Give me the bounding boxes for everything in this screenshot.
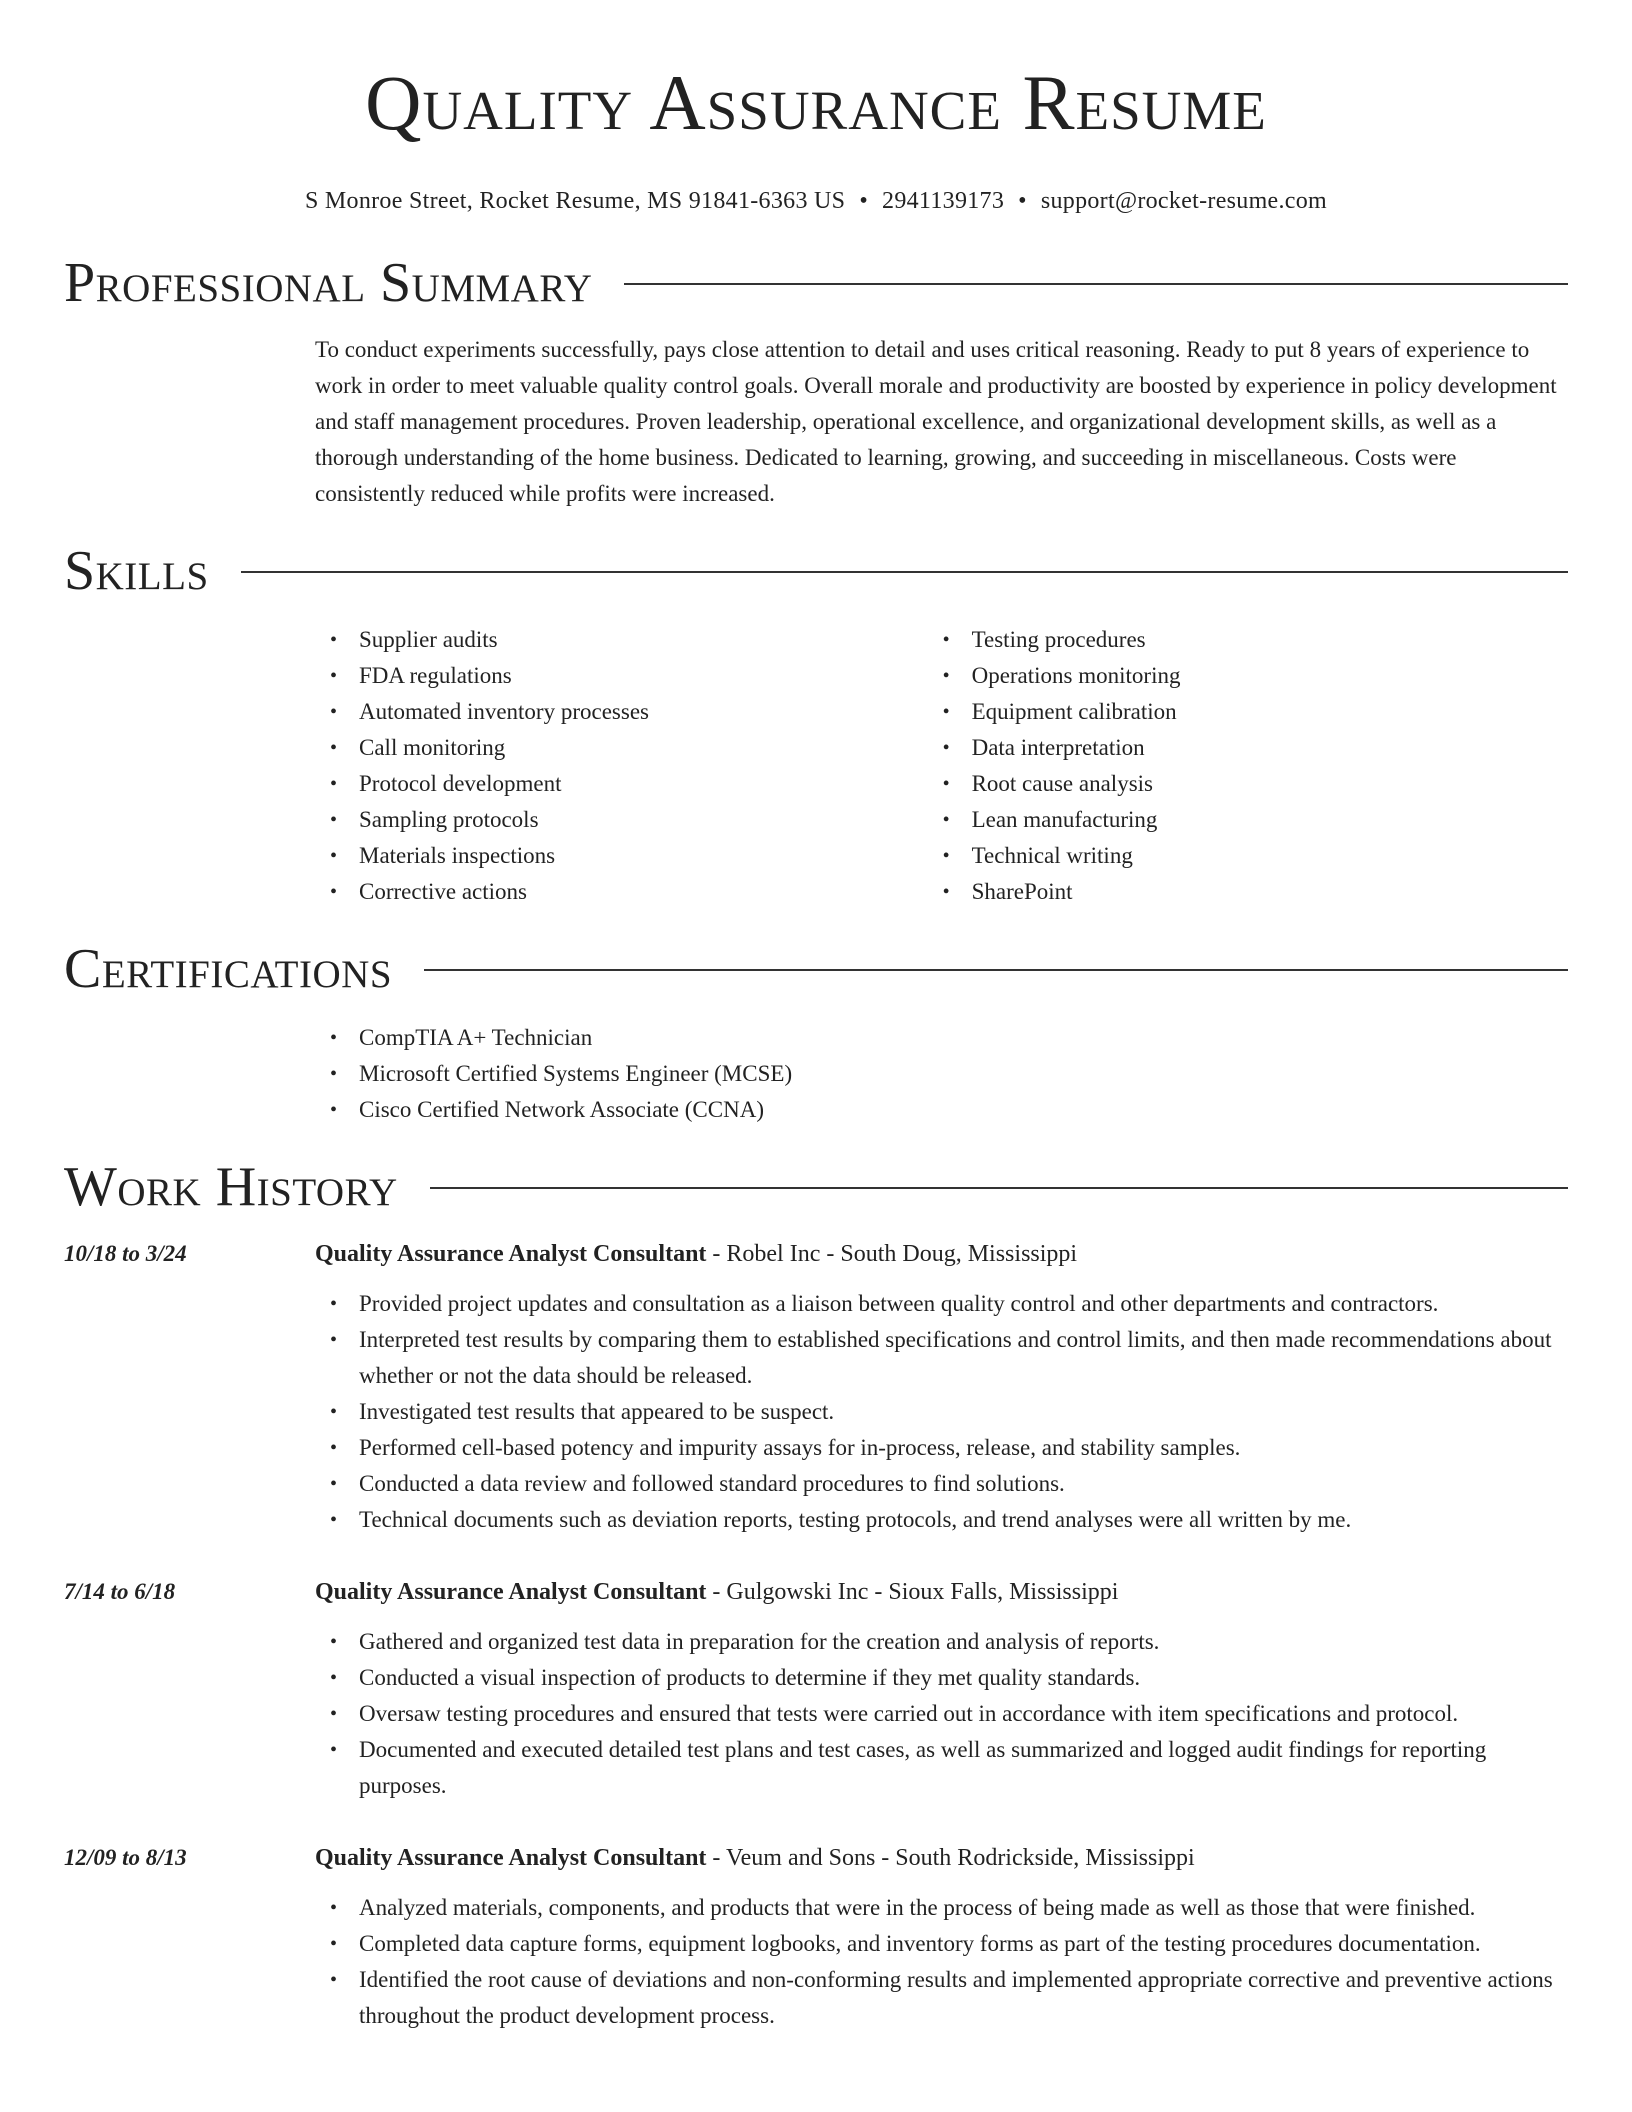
- contact-address: S Monroe Street, Rocket Resume, MS 91841-6363 US: [304, 188, 846, 214]
- job-header: [315, 1236, 1568, 1272]
- summary-heading: Professional Summary: [64, 252, 593, 314]
- contact-phone: 2941139173: [882, 188, 1005, 214]
- certification-item: • Cisco Certified Network Associate (CCNA): [359, 1092, 1568, 1128]
- job-bullet: • Technical documents such as deviation reports, testing protocols, and trend analyses were all written by me.: [359, 1502, 1568, 1538]
- job-content: [315, 1574, 1568, 1804]
- certifications-heading: Certifications: [64, 938, 393, 1000]
- section-divider: [424, 969, 1568, 971]
- work-section-header: [64, 1156, 1568, 1218]
- job-role: Quality Assurance Analyst Consultant: [315, 1845, 707, 1871]
- job-dates: 12/09 to 8/13: [64, 1845, 187, 1870]
- skill-item: • Root cause analysis: [972, 766, 1568, 802]
- job-bullet: • Conducted a data review and followed standard procedures to find solutions.: [359, 1466, 1568, 1502]
- job-entry: [64, 1236, 1568, 1538]
- summary-section-header: [64, 252, 1568, 314]
- skill-item: • Protocol development: [359, 766, 928, 802]
- work-heading: Work History: [64, 1156, 398, 1218]
- skills-column-right: [928, 622, 1568, 910]
- skill-item: • Corrective actions: [359, 874, 928, 910]
- job-bullet: • Provided project updates and consultation as a liaison between quality control and other departments and contractors.: [359, 1286, 1568, 1322]
- certifications-body: [315, 1020, 1568, 1128]
- skill-item: • Materials inspections: [359, 838, 928, 874]
- job-bullets: [315, 1624, 1568, 1804]
- job-bullet: • Oversaw testing procedures and ensured that tests were carried out in accordance with item specifications and protocol.: [359, 1696, 1568, 1732]
- job-content: [315, 1236, 1568, 1538]
- contact-separator: •: [1018, 188, 1027, 214]
- job-bullet: • Analyzed materials, components, and products that were in the process of being made as well as those that were finished.: [359, 1890, 1568, 1926]
- job-header: [315, 1840, 1568, 1876]
- job-entry: [64, 1574, 1568, 1804]
- job-details: - Robel Inc - South Doug, Mississippi: [706, 1241, 1078, 1267]
- skill-item: • Sampling protocols: [359, 802, 928, 838]
- job-details: - Veum and Sons - South Rodrickside, Mississippi: [706, 1845, 1195, 1871]
- job-bullet: • Investigated test results that appeared to be suspect.: [359, 1394, 1568, 1430]
- section-divider: [624, 283, 1568, 285]
- skill-item: • Call monitoring: [359, 730, 928, 766]
- job-entry: [64, 1840, 1568, 2034]
- skill-item: • SharePoint: [972, 874, 1568, 910]
- job-bullet: • Conducted a visual inspection of products to determine if they met quality standards.: [359, 1660, 1568, 1696]
- contact-line: [64, 186, 1568, 216]
- contact-separator: •: [859, 188, 869, 214]
- job-role: Quality Assurance Analyst Consultant: [315, 1241, 707, 1267]
- section-divider: [430, 1187, 1568, 1189]
- skill-item: • FDA regulations: [359, 658, 928, 694]
- job-bullet: • Completed data capture forms, equipment logbooks, and inventory forms as part of the testing procedures documentation.: [359, 1926, 1568, 1962]
- skills-heading: Skills: [64, 540, 209, 602]
- resume-page: [64, 0, 1568, 2034]
- skills-column-left: [315, 622, 928, 910]
- job-bullet: • Identified the root cause of deviations and non-conforming results and implemented appropriate corrective and preventive actions throughout the product development process.: [359, 1962, 1568, 2034]
- skill-item: • Supplier audits: [359, 622, 928, 658]
- skill-item: • Testing procedures: [972, 622, 1568, 658]
- skill-item: • Automated inventory processes: [359, 694, 928, 730]
- job-bullet: • Interpreted test results by comparing them to established specifications and control limits, and then made recommendations about whether or not the data should be released.: [359, 1322, 1568, 1394]
- job-bullets: [315, 1286, 1568, 1538]
- skill-item: • Equipment calibration: [972, 694, 1568, 730]
- job-details: - Gulgowski Inc - Sioux Falls, Mississippi: [706, 1579, 1119, 1605]
- job-bullet: • Gathered and organized test data in preparation for the creation and analysis of reports.: [359, 1624, 1568, 1660]
- job-bullet: • Performed cell-based potency and impurity assays for in-process, release, and stability samples.: [359, 1430, 1568, 1466]
- job-role: Quality Assurance Analyst Consultant: [315, 1579, 707, 1605]
- job-content: [315, 1840, 1568, 2034]
- summary-body: [315, 332, 1568, 512]
- certification-item: • Microsoft Certified Systems Engineer (MCSE): [359, 1056, 1568, 1092]
- job-header: [315, 1574, 1568, 1610]
- certification-item: • CompTIA A+ Technician: [359, 1020, 1568, 1056]
- job-bullets: [315, 1890, 1568, 2034]
- skill-item: • Data interpretation: [972, 730, 1568, 766]
- skill-item: • Technical writing: [972, 838, 1568, 874]
- job-dates: 7/14 to 6/18: [64, 1579, 176, 1604]
- certifications-section-header: [64, 938, 1568, 1000]
- job-dates: 10/18 to 3/24: [64, 1241, 187, 1266]
- skill-item: • Operations monitoring: [972, 658, 1568, 694]
- certifications-list: [315, 1020, 1568, 1128]
- skills-list: [315, 622, 1568, 910]
- contact-email: support@rocket-resume.com: [1040, 188, 1328, 214]
- skill-item: • Lean manufacturing: [972, 802, 1568, 838]
- job-bullet: • Documented and executed detailed test plans and test cases, as well as summarized and logged audit findings for reporting purposes.: [359, 1732, 1568, 1804]
- section-divider: [241, 571, 1568, 573]
- skills-section-header: [64, 540, 1568, 602]
- summary-text: To conduct experiments successfully, pays close attention to detail and uses critical reasoning. Ready to put 8 years of experience to work in order to meet valuable quality control goals. Overall morale and productivity are boosted by experience in policy development and staff management procedures. Proven leadership, operational excellence, and organizational development skills, as well as a thorough understanding of the home business. Dedicated to learning, growing, and succeeding in miscellaneous. Costs were consistently reduced while profits were increased.: [315, 337, 1557, 506]
- resume-title: Quality Assurance Resume: [365, 59, 1267, 146]
